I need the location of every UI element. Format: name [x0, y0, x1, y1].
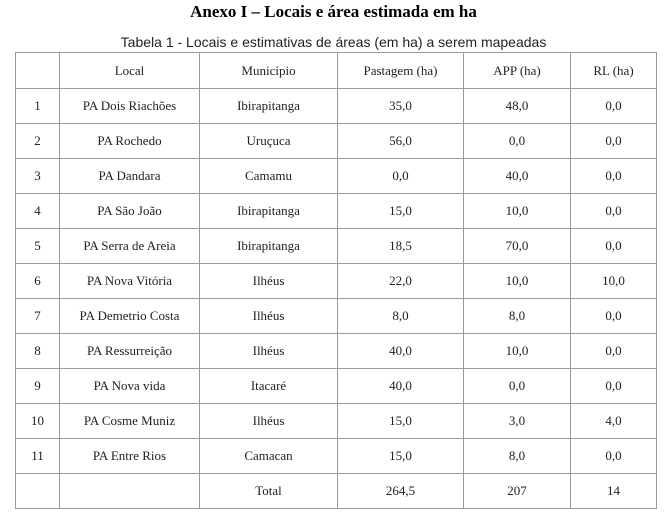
- cell-pastagem: 40,0: [338, 334, 464, 369]
- header-cell-app: APP (ha): [464, 53, 571, 89]
- cell-rl: 0,0: [571, 439, 657, 474]
- cell-row-index: 10: [16, 404, 60, 439]
- cell-app: 48,0: [464, 89, 571, 124]
- cell-rl: 0,0: [571, 369, 657, 404]
- cell-municipio: Ibirapitanga: [200, 89, 338, 124]
- cell-pastagem: 35,0: [338, 89, 464, 124]
- cell-local: PA Dois Riachões: [60, 89, 200, 124]
- cell-municipio: Camacan: [200, 439, 338, 474]
- table-row: [16, 404, 657, 439]
- cell-rl: 14: [571, 474, 657, 509]
- table-row: [16, 159, 657, 194]
- cell-app: 10,0: [464, 334, 571, 369]
- cell-municipio: Ilhéus: [200, 264, 338, 299]
- table-header-row: [16, 53, 657, 89]
- cell-row-index: 3: [16, 159, 60, 194]
- cell-local: PA Cosme Muniz: [60, 404, 200, 439]
- areas-table: [15, 52, 657, 509]
- cell-rl: 10,0: [571, 264, 657, 299]
- cell-app: 8,0: [464, 299, 571, 334]
- cell-row-index: [16, 474, 60, 509]
- cell-local: PA Rochedo: [60, 124, 200, 159]
- cell-municipio: Ilhéus: [200, 334, 338, 369]
- cell-pastagem: 18,5: [338, 229, 464, 264]
- table-row: [16, 89, 657, 124]
- table-row: [16, 369, 657, 404]
- cell-pastagem: 264,5: [338, 474, 464, 509]
- header-cell-municipio: Município: [200, 53, 338, 89]
- cell-local: PA Dandara: [60, 159, 200, 194]
- cell-municipio: Itacaré: [200, 369, 338, 404]
- cell-pastagem: 15,0: [338, 439, 464, 474]
- cell-local: PA Nova vida: [60, 369, 200, 404]
- cell-rl: 0,0: [571, 229, 657, 264]
- table-row: [16, 229, 657, 264]
- table-row: [16, 194, 657, 229]
- cell-local: PA São João: [60, 194, 200, 229]
- cell-pastagem: 8,0: [338, 299, 464, 334]
- cell-local: PA Entre Rios: [60, 439, 200, 474]
- cell-row-index: 7: [16, 299, 60, 334]
- cell-rl: 0,0: [571, 299, 657, 334]
- cell-municipio: Camamu: [200, 159, 338, 194]
- cell-rl: 4,0: [571, 404, 657, 439]
- cell-local: PA Nova Vitória: [60, 264, 200, 299]
- cell-app: 3,0: [464, 404, 571, 439]
- cell-row-index: 8: [16, 334, 60, 369]
- header-cell-pastagem: Pastagem (ha): [338, 53, 464, 89]
- cell-app: 10,0: [464, 264, 571, 299]
- cell-pastagem: 40,0: [338, 369, 464, 404]
- cell-pastagem: 22,0: [338, 264, 464, 299]
- cell-row-index: 11: [16, 439, 60, 474]
- cell-municipio: Ilhéus: [200, 404, 338, 439]
- page-title: Anexo I – Locais e área estimada em ha: [190, 2, 477, 21]
- cell-app: 40,0: [464, 159, 571, 194]
- cell-local: PA Demetrio Costa: [60, 299, 200, 334]
- table-row: [16, 124, 657, 159]
- cell-row-index: 1: [16, 89, 60, 124]
- cell-local: [60, 474, 200, 509]
- cell-municipio: Ibirapitanga: [200, 194, 338, 229]
- cell-row-index: 9: [16, 369, 60, 404]
- table-body: [16, 89, 657, 509]
- cell-rl: 0,0: [571, 334, 657, 369]
- table-row: [16, 334, 657, 369]
- cell-rl: 0,0: [571, 89, 657, 124]
- table-row: [16, 299, 657, 334]
- cell-municipio: Total: [200, 474, 338, 509]
- cell-municipio: Uruçuca: [200, 124, 338, 159]
- cell-municipio: Ilhéus: [200, 299, 338, 334]
- cell-local: PA Serra de Areia: [60, 229, 200, 264]
- table-total-row: [16, 474, 657, 509]
- cell-rl: 0,0: [571, 194, 657, 229]
- table-row: [16, 439, 657, 474]
- table-row: [16, 264, 657, 299]
- cell-pastagem: 0,0: [338, 159, 464, 194]
- cell-local: PA Ressurreição: [60, 334, 200, 369]
- table-caption: Tabela 1 - Locais e estimativas de áreas (em ha) a serem mapeadas: [120, 34, 547, 50]
- header-cell-rl: RL (ha): [571, 53, 657, 89]
- cell-app: 0,0: [464, 369, 571, 404]
- cell-app: 10,0: [464, 194, 571, 229]
- cell-row-index: 4: [16, 194, 60, 229]
- cell-app: 207: [464, 474, 571, 509]
- header-cell-index: [16, 53, 60, 89]
- cell-row-index: 5: [16, 229, 60, 264]
- cell-app: 0,0: [464, 124, 571, 159]
- cell-app: 70,0: [464, 229, 571, 264]
- cell-rl: 0,0: [571, 159, 657, 194]
- header-cell-local: Local: [60, 53, 200, 89]
- cell-app: 8,0: [464, 439, 571, 474]
- cell-rl: 0,0: [571, 124, 657, 159]
- cell-pastagem: 15,0: [338, 404, 464, 439]
- cell-pastagem: 15,0: [338, 194, 464, 229]
- cell-pastagem: 56,0: [338, 124, 464, 159]
- cell-municipio: Ibirapitanga: [200, 229, 338, 264]
- cell-row-index: 6: [16, 264, 60, 299]
- cell-row-index: 2: [16, 124, 60, 159]
